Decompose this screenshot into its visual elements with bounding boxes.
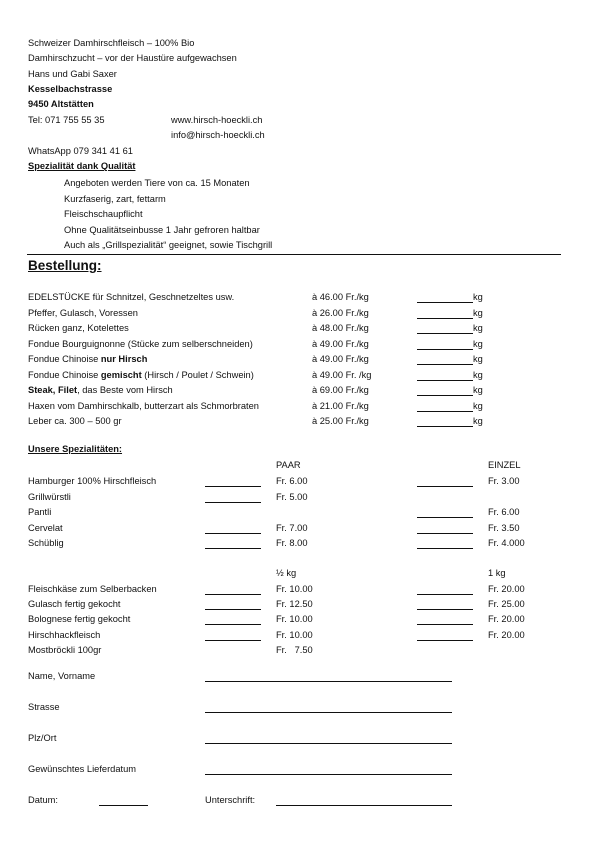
order-item-text: Fondue Chinoise [28, 354, 101, 364]
order-item-name [28, 323, 129, 334]
einzel-quantity-field[interactable] [417, 533, 473, 534]
plz-label: Plz/Ort [28, 733, 57, 743]
delivery-label: Gewünschtes Lieferdatum [28, 764, 137, 774]
half-kg-price: Fr. 10.00 [276, 614, 313, 625]
col-header-einzel: EINZEL [488, 460, 521, 470]
name-label: Name, Vorname [28, 671, 96, 681]
order-item-text: Rücken ganz, Kotelettes [28, 323, 129, 333]
one-kg-quantity-field[interactable] [417, 609, 473, 610]
header-whatsapp: WhatsApp 079 341 41 61 [28, 146, 133, 156]
specialties-title: Unsere Spezialitäten: [28, 444, 123, 454]
one-kg-price: Fr. 20.00 [488, 584, 525, 594]
half-kg-quantity-field[interactable] [205, 624, 261, 625]
order-item-text: Fondue Chinoise [28, 369, 101, 380]
order-item-bold: nur Hirsch [100, 354, 148, 364]
order-item-name [28, 416, 122, 427]
order-item-name [28, 401, 259, 412]
order-unit-label: kg [473, 354, 483, 364]
header-line-1: Schweizer Damhirschfleisch – 100% Bio [28, 38, 195, 48]
order-unit-label: kg [473, 400, 483, 411]
paar-quantity-field[interactable] [205, 502, 261, 503]
order-title: Bestellung: [28, 258, 102, 273]
order-item-price: à 49.00 Fr. /kg [312, 369, 372, 380]
quality-item: Kurzfaserig, zart, fettarm [64, 193, 166, 204]
einzel-quantity-field[interactable] [417, 548, 473, 549]
col-header-paar: PAAR [276, 460, 301, 470]
specialty-name: Hamburger 100% Hirschfleisch [28, 476, 157, 486]
order-item-price: à 21.00 Fr./kg [312, 400, 369, 411]
header-street: Kesselbachstrasse [28, 84, 113, 94]
specialty-name: Pantli [28, 507, 52, 517]
order-unit-label: kg [473, 323, 483, 333]
einzel-quantity-field[interactable] [417, 486, 473, 487]
order-quantity-field[interactable] [417, 411, 473, 412]
paar-price: Fr. 5.00 [276, 491, 308, 502]
paar-quantity-field[interactable] [205, 548, 261, 549]
col-header-half-kg: ½ kg [276, 568, 297, 578]
einzel-price: Fr. 3.00 [488, 476, 520, 486]
order-item-price: à 48.00 Fr./kg [312, 323, 369, 333]
specialty-name: Bolognese fertig gekocht [28, 614, 131, 625]
order-item-price: à 25.00 Fr./kg [312, 416, 369, 426]
order-item-price: à 26.00 Fr./kg [312, 307, 369, 318]
order-item-price: à 46.00 Fr./kg [312, 292, 369, 302]
quality-item: Ohne Qualitätseinbusse 1 Jahr gefroren haltbar [64, 224, 260, 235]
order-quantity-field[interactable] [417, 318, 473, 319]
col-header-one-kg: 1 kg [488, 568, 506, 578]
order-unit-label: kg [473, 369, 483, 380]
date-label: Datum: [28, 795, 58, 805]
one-kg-quantity-field[interactable] [417, 624, 473, 625]
specialty-name: Gulasch fertig gekocht [28, 599, 121, 610]
paar-price: Fr. 8.00 [276, 538, 308, 548]
specialty-name: Grillwürstli [28, 491, 71, 502]
order-item-price: à 49.00 Fr./kg [312, 354, 369, 364]
order-item-price: à 69.00 Fr./kg [312, 385, 369, 395]
name-field[interactable] [205, 681, 452, 682]
einzel-quantity-field[interactable] [417, 517, 473, 518]
header-web[interactable]: www.hirsch-hoeckli.ch [171, 115, 263, 125]
order-item-name [28, 354, 147, 365]
paar-price: Fr. 6.00 [276, 476, 308, 486]
einzel-price: Fr. 6.00 [488, 507, 520, 517]
half-kg-price: Fr. 10.00 [276, 584, 313, 594]
order-quantity-field[interactable] [417, 333, 473, 334]
half-kg-quantity-field[interactable] [205, 594, 261, 595]
order-quantity-field[interactable] [417, 426, 473, 427]
order-unit-label: kg [473, 385, 483, 395]
delivery-field[interactable] [205, 774, 452, 775]
order-item-name [28, 292, 234, 303]
order-item-text: , das Beste vom Hirsch [77, 385, 173, 395]
order-unit-label: kg [473, 292, 483, 302]
order-item-text: EDELSTÜCKE für Schnitzel, Geschnetzeltes usw. [28, 292, 235, 302]
half-kg-quantity-field[interactable] [205, 640, 261, 641]
order-item-name [28, 385, 173, 396]
order-unit-label: kg [473, 338, 483, 349]
einzel-price: Fr. 3.50 [488, 522, 520, 533]
quality-item: Fleischschaupflicht [64, 209, 143, 219]
header-email[interactable]: info@hirsch-hoeckli.ch [171, 130, 265, 140]
order-item-name [28, 339, 253, 350]
header-city: 9450 Altstätten [28, 99, 94, 109]
half-kg-price: Fr. 10.00 [276, 629, 313, 640]
half-kg-price: Fr. 12.50 [276, 599, 313, 610]
order-quantity-field[interactable] [417, 395, 473, 396]
signature-label: Unterschrift: [205, 795, 256, 805]
one-kg-price: Fr. 20.00 [488, 614, 525, 625]
order-item-text: Haxen vom Damhirschkalb, butterzart als Schmorbraten [28, 400, 259, 411]
order-item-bold: Steak, Filet [28, 385, 78, 395]
date-field[interactable] [99, 805, 148, 806]
einzel-price: Fr. 4.000 [488, 538, 525, 548]
street-label: Strasse [28, 702, 60, 712]
order-quantity-field[interactable] [417, 349, 473, 350]
signature-field[interactable] [276, 805, 452, 806]
half-kg-price: Fr. 7.50 [276, 644, 313, 655]
order-item-name [28, 370, 254, 381]
specialty-name: Fleischkäse zum Selberbacken [28, 584, 157, 594]
half-kg-quantity-field[interactable] [205, 609, 261, 610]
specialty-name: Cervelat [28, 522, 63, 533]
quality-title: Spezialität dank Qualität [28, 161, 136, 171]
paar-price: Fr. 7.00 [276, 522, 308, 533]
street-field[interactable] [205, 712, 452, 713]
quality-item: Auch als „Grillspezialität“ geeignet, sowie Tischgrill [64, 240, 273, 250]
plz-field[interactable] [205, 743, 452, 744]
specialty-name: Hirschhackfleisch [28, 629, 101, 640]
specialty-name: Mostbröckli 100gr [28, 644, 102, 655]
quality-item: Angeboten werden Tiere von ca. 15 Monaten [64, 178, 250, 188]
paar-quantity-field[interactable] [205, 486, 261, 487]
order-quantity-field[interactable] [417, 302, 473, 303]
order-unit-label: kg [473, 307, 483, 318]
specialty-name: Schüblig [28, 538, 64, 548]
one-kg-quantity-field[interactable] [417, 594, 473, 595]
order-item-price: à 49.00 Fr./kg [312, 338, 369, 349]
section-divider [27, 254, 561, 255]
header-line-2: Damhirschzucht – vor der Haustüre aufgewachsen [28, 53, 237, 63]
order-item-text: Leber ca. 300 – 500 gr [28, 416, 122, 426]
one-kg-price: Fr. 25.00 [488, 599, 525, 610]
header-tel: Tel: 071 755 55 35 [28, 115, 105, 125]
order-quantity-field[interactable] [417, 380, 473, 381]
order-unit-label: kg [473, 416, 483, 426]
one-kg-quantity-field[interactable] [417, 640, 473, 641]
paar-quantity-field[interactable] [205, 533, 261, 534]
order-item-text: Pfeffer, Gulasch, Voressen [28, 307, 138, 318]
order-item-text: Fondue Bourguignonne (Stücke zum selberschneiden) [28, 338, 253, 349]
order-item-bold: gemischt [100, 369, 142, 380]
one-kg-price: Fr. 20.00 [488, 629, 525, 640]
order-quantity-field[interactable] [417, 364, 473, 365]
order-item-name [28, 308, 138, 319]
header-line-3: Hans und Gabi Saxer [28, 69, 117, 79]
order-item-text: (Hirsch / Poulet / Schwein) [141, 369, 254, 380]
